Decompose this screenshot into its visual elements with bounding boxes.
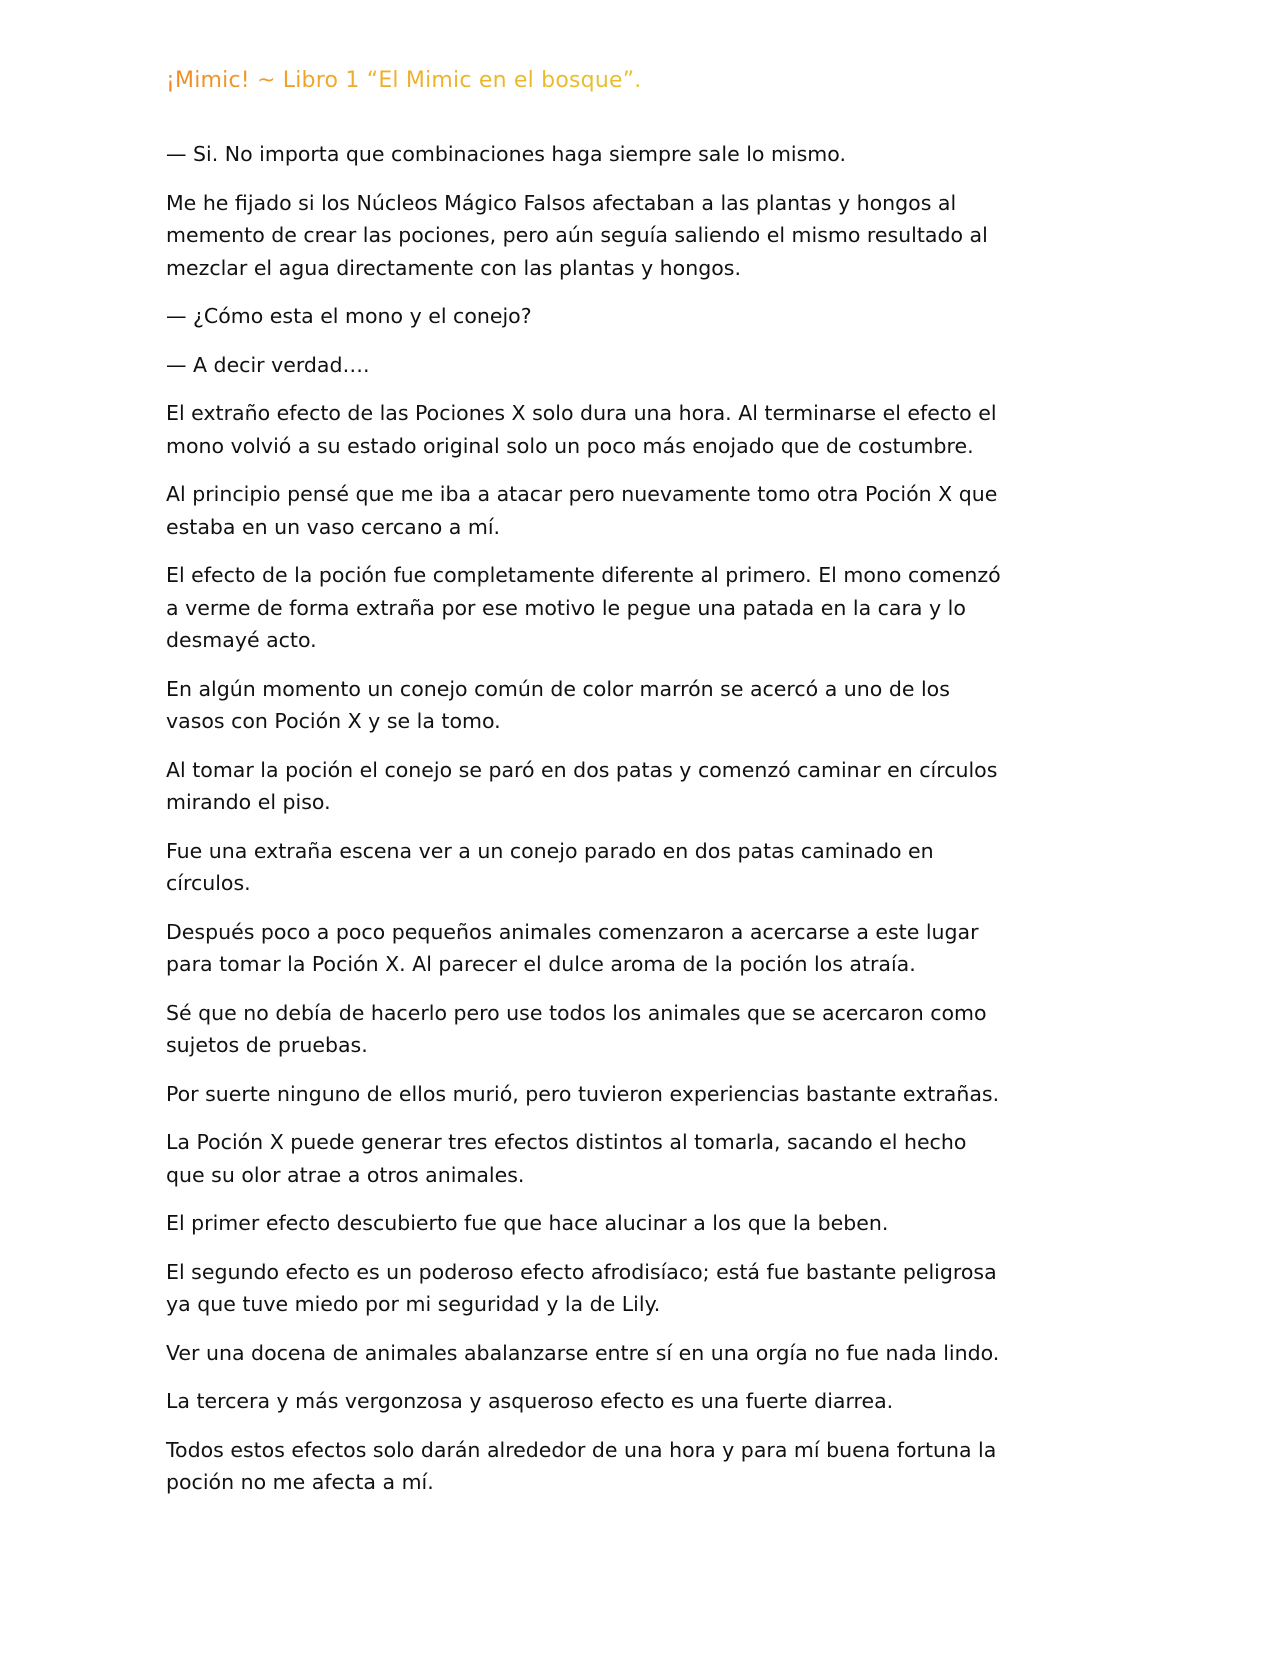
paragraph: Al tomar la poción el conejo se paró en dos patas y comenzó caminar en círculos mirando el piso.	[166, 757, 998, 814]
paragraph: En algún momento un conejo común de color marrón se acercó a uno de los vasos con Poción X y se la tomo.	[166, 676, 950, 733]
paragraph: Todos estos efectos solo darán alrededor de una hora y para mí buena fortuna la poción no me afecta a mí.	[166, 1437, 997, 1494]
paragraph: Después poco a poco pequeños animales comenzaron a acercarse a este lugar para tomar la Poción X. Al parecer el dulce aroma de la poción los atraía.	[166, 919, 979, 976]
paragraph: — Si. No importa que combinaciones haga siempre sale lo mismo.	[166, 142, 846, 166]
paragraph: Sé que no debía de hacerlo pero use todos los animales que se acercaron como sujetos de pruebas.	[166, 1000, 987, 1057]
paragraph: Me he fijado si los Núcleos Mágico Falsos afectaban a las plantas y hongos al memento de crear las pociones, pero aún seguía saliendo el mismo resultado al mezclar el agua directamente con las plantas y hongos.	[166, 190, 988, 280]
paragraph: El primer efecto descubierto fue que hace alucinar a los que la beben.	[166, 1211, 889, 1235]
paragraph: Ver una docena de animales abalanzarse entre sí en una orgía no fue nada lindo.	[166, 1340, 1000, 1365]
document-body	[166, 138, 1006, 1515]
paragraph: El extraño efecto de las Pociones X solo dura una hora. Al terminarse el efecto el mono volvió a su estado original solo un poco más enojado que de costumbre.	[166, 401, 997, 458]
page-header: ¡Mimic! ~ Libro 1 “El Mimic en el bosque”.	[166, 68, 642, 93]
paragraph: Al principio pensé que me iba a atacar pero nuevamente tomo otra Poción X que estaba en un vaso cercano a mí.	[166, 482, 998, 539]
paragraph: La tercera y más vergonzosa y asqueroso efecto es una fuerte diarrea.	[166, 1389, 894, 1413]
paragraph: La Poción X puede generar tres efectos distintos al tomarla, sacando el hecho que su olor atrae a otros animales.	[166, 1130, 967, 1187]
paragraph: El segundo efecto es un poderoso efecto afrodisíaco; está fue bastante peligrosa ya que tuve miedo por mi seguridad y la de Lily.	[166, 1259, 997, 1316]
paragraph: Fue una extraña escena ver a un conejo parado en dos patas caminado en círculos.	[166, 838, 934, 895]
paragraph: El efecto de la poción fue completamente diferente al primero. El mono comenzó a verme de forma extraña por ese motivo le pegue una patada en la cara y lo desmayé acto.	[166, 563, 1001, 652]
paragraph: Por suerte ninguno de ellos murió, pero tuvieron experiencias bastante extrañas.	[166, 1081, 1000, 1106]
paragraph: — A decir verdad….	[166, 352, 370, 377]
paragraph: — ¿Cómo esta el mono y el conejo?	[166, 304, 532, 328]
